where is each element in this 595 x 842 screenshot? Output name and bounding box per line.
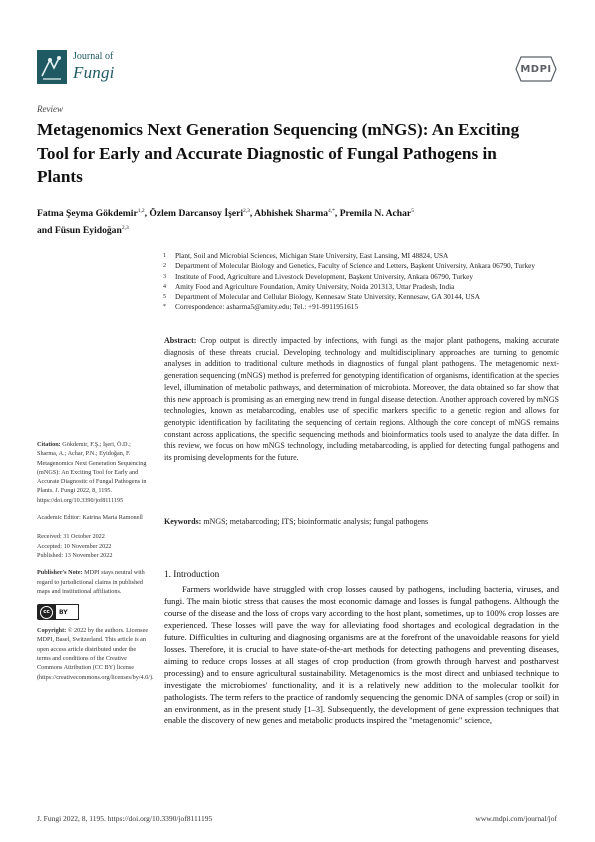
affiliation-item: 4 Amity Food and Agriculture Foundation, Amity University, Noida 201313, Uttar Pradesh, India xyxy=(163,281,455,291)
affiliation-item: 5 Department of Molecular and Cellular Biology, Kennesaw State University, Kennesaw, GA 30144, USA xyxy=(163,292,480,302)
author-list: Fatma Şeyma Gökdemir$^{1,2}$, Özlem Darcansoy İşeri$^{2,3}$, Abhishek Sharma$^{4,*}$, Premila N. Achar$^5$ and Füsun Eyidoğan$^{2,3}$ xyxy=(37,208,414,237)
abstract-text: Crop output is directly impacted by infections, with fungi as the major plant pathogens, making accurate diagnosis of these threats crucial. Developing technology and multidisciplinary approaches are turning to genomic analyses in addition to traditional culture methods in diagnostics of fungal plant pathogens. The metagenomic next-generation sequencing (mNGS) method is preferred for genotyping identification of organisms, identification at the species level, illumination of metabolic pathways, and determination of microbiota. Moreover, the data obtained so far show that this new approach is promising as an emerging new trend in fungal disease detection. Another approach covered by mNGS technologies, known as metabarcoding, enables use of specific markers specific to a genetic region and allows for genotypic identification by facilitating the sequencing of certain regions. Although the core concept of mNGS remains constant across applications, the specific sequencing methods and bioinformatics tools used to analyze the data differ. In this review, we focus on how mNGS technology, including metabarcoding, is applied for detecting fungal pathogens and its promising developments for the future. xyxy=(164,336,560,463)
footer-citation[interactable]: J. Fungi 2022, 8, 1195. https://doi.org/10.3390/jof8111195 xyxy=(37,814,213,823)
sidebar xyxy=(37,440,154,690)
author-affil: 5 xyxy=(411,208,414,214)
citation xyxy=(37,440,149,505)
footer-journal-url[interactable]: www.mdpi.com/journal/jof xyxy=(475,814,557,823)
copyright-label: Copyright: xyxy=(37,627,67,635)
affiliation-item: 2 Department of Molecular Biology and Genetics, Faculty of Science and Letters, Başkent University, Ankara 06790, Turkey xyxy=(163,261,536,271)
author-name: Füsun Eyidoğan xyxy=(54,225,122,237)
author-name: Premila N. Achar xyxy=(339,208,412,220)
article-title: Metagenomics Next Generation Sequencing (mNGS): An Exciting Tool for Early and Accurate Diagnostic of Fungal Pathogens in Plants xyxy=(37,120,520,186)
abstract-label: Abstract: xyxy=(164,336,197,345)
journal-logo xyxy=(37,50,147,86)
cc-by-icon[interactable]: cc BY xyxy=(37,604,79,620)
copyright xyxy=(37,626,154,682)
author-name: Abhishek Sharma xyxy=(254,208,329,220)
fungi-journal-icon xyxy=(37,50,67,84)
article-type: Review xyxy=(37,104,63,114)
abstract xyxy=(164,335,559,464)
journal-prefix: Journal of xyxy=(73,51,114,62)
publisher-note-text: MDPI stays neutral with regard to jurisdictional claims in published maps and institutional affiliations. xyxy=(37,569,145,595)
academic-editor: Academic Editor: Katrina Maria Ramonell xyxy=(37,514,143,522)
publisher-note xyxy=(37,568,149,596)
author-affil: 2,3 xyxy=(243,208,250,214)
keywords-label: Keywords: xyxy=(164,517,202,526)
publisher-name: MDPI xyxy=(520,64,552,75)
author-name: Fatma Şeyma Gökdemir xyxy=(37,208,138,220)
keywords xyxy=(164,516,559,527)
section-heading: 1. Introduction xyxy=(164,570,220,580)
introduction-text: Farmers worldwide have struggled with crop losses caused by pathogens, including bacteria, viruses, and fungi. The main biotic stress that causes the most economic damage and losses is fungal pathogens. Although the course of the disease and the loss of crops vary according to the host plant, sometimes, up to 100% crop losses are experienced. These losses will pave the way for alleviating food shortages and ecological degradation in the future. Difficulties in culturing and diagnosing organisms are at the forefront of the unavoidable reasons for yield losses. Therefore, it is crucial to have state-of-the-art methods for detecting pathogens and preventing diseases, aiming to reduce crops losses at all stages of crop production (from growth through harvest and postharvest processing) and to ensure agricultural sustainability. Metagenomics is the most direct and unbiased technique to investigate the microbiomes' functionality, and it is a relatively new addition to the molecular toolkit for pathologists. The term refers to the practice of randomly sequencing the genomic DNA of samples (crop or soil) in an environment, as in the present study [1–3]. Subsequently, the development of gene expression techniques that enable the discovery of new genes and metabolic products inspired the "metagenomic" science, xyxy=(164,584,559,726)
accepted-date: Accepted: 10 November 2022 xyxy=(37,542,112,550)
author-affil: 2,3 xyxy=(121,225,129,232)
citation-label: Citation: xyxy=(37,441,61,448)
journal-name: Fungi xyxy=(73,63,115,82)
citation-text: Gökdemir, F.Ş.; İşeri, Ö.D.; Sharma, A.; Achar, P.N.; Eyidoğan, F. Metagenomics Next Generation Sequencing (mNGS): An Exciting Tool for Early and Accurate Diagnostic of Fungal Pathogens in Plants. J. Fungi 2022, 8, 1195. https://doi.org/10.3390/jof8111195 xyxy=(37,441,147,504)
correspondence: * Correspondence: asharma5@amity.edu; Tel.: +91-9911951615 xyxy=(163,302,359,312)
keywords-text: mNGS; metabarcoding; ITS; bioinformatic analysis; fungal pathogens xyxy=(203,517,429,526)
affiliations xyxy=(163,251,563,313)
affiliation-item: 1 Plant, Soil and Microbial Sciences, Michigan State University, East Lansing, MI 48824, USA xyxy=(163,251,449,260)
received-date: Received: 31 October 2022 xyxy=(37,533,105,541)
copyright-text: © 2022 by the authors. Licensee MDPI, Basel, Switzerland. This article is an open access article distributed under the terms and conditions of the Creative Commons Attribution (CC BY) license (https://creativecommons.org/licenses/by/4.0/). xyxy=(37,627,154,681)
author-name: Özlem Darcansoy İşeri xyxy=(149,208,244,220)
author-affil: 4,* xyxy=(328,208,335,214)
publisher-note-label: Publisher's Note: xyxy=(37,569,83,577)
published-date: Published: 13 November 2022 xyxy=(37,551,113,559)
mdpi-logo xyxy=(515,56,557,82)
affiliation-item: 3 Institute of Food, Agriculture and Livestock Development, Başkent University, Ankara 06790, Turkey xyxy=(163,271,474,281)
author-affil: 1,2 xyxy=(137,208,145,214)
